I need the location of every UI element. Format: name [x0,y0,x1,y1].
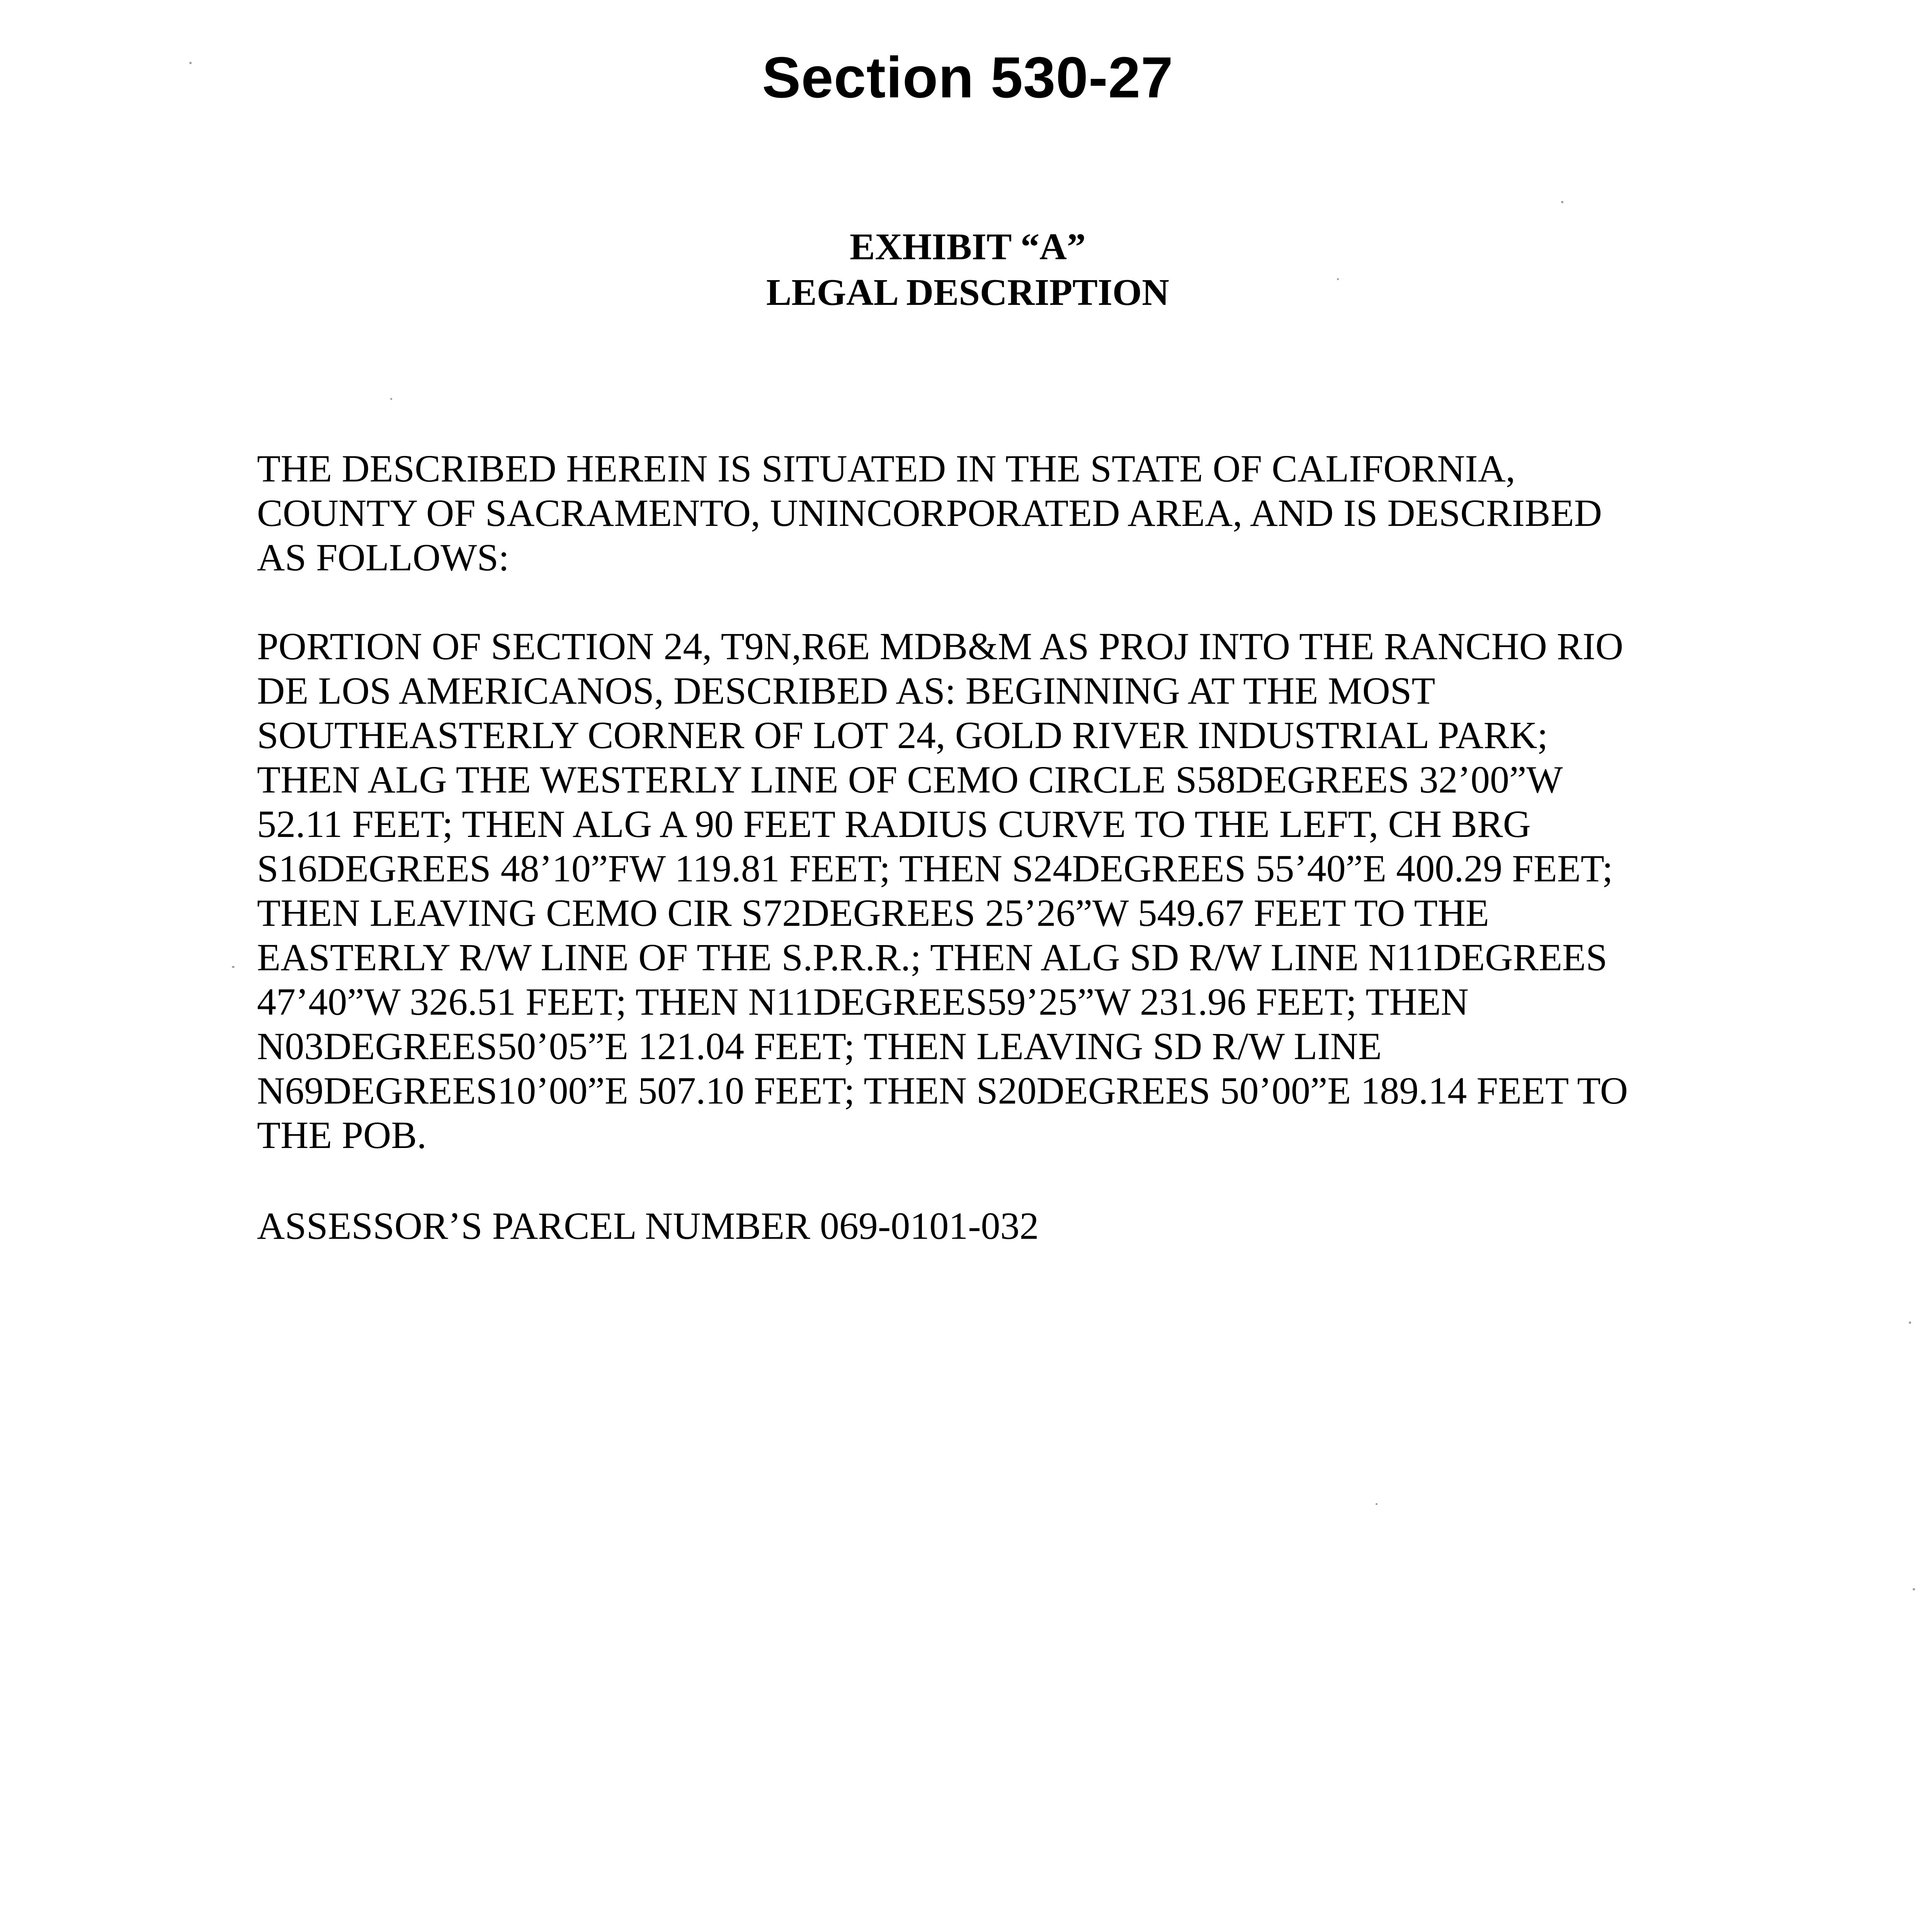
intro-line: AS FOLLOWS: [257,536,509,579]
scan-speck [1376,1503,1378,1505]
description-line: PORTION OF SECTION 24, T9N,R6E MDB&M AS PROJ INTO THE RANCHO RIO [257,625,1624,668]
scan-speck [1909,1321,1911,1324]
intro-paragraph [257,446,1725,580]
scan-speck [1561,201,1563,203]
description-line: SOUTHEASTERLY CORNER OF LOT 24, GOLD RIVER INDUSTRIAL PARK; [257,714,1548,757]
description-line: N03DEGREES50’05”E 121.04 FEET; THEN LEAVING SD R/W LINE [257,1025,1382,1068]
scan-speck [1337,278,1339,280]
description-line: THEN LEAVING CEMO CIR S72DEGREES 25’26”W 549.67 FEET TO THE [257,891,1489,934]
intro-line: COUNTY OF SACRAMENTO, UNINCORPORATED AREA, AND IS DESCRIBED [257,492,1602,534]
description-line: DE LOS AMERICANOS, DESCRIBED AS: BEGINNING AT THE MOST [257,669,1435,712]
scan-speck [1913,1588,1915,1590]
exhibit-heading [0,224,1932,315]
exhibit-title: EXHIBIT “A” [850,226,1086,268]
description-line: EASTERLY R/W LINE OF THE S.P.R.R.; THEN ALG SD R/W LINE N11DEGREES [257,936,1607,979]
parcel-number-paragraph [257,1204,1725,1248]
section-title: Section 530-27 [762,45,1173,110]
description-line: 52.11 FEET; THEN ALG A 90 FEET RADIUS CURVE TO THE LEFT, CH BRG [257,803,1531,845]
scan-speck [189,62,192,64]
description-line: N69DEGREES10’00”E 507.10 FEET; THEN S20DEGREES 50’00”E 189.14 FEET TO [257,1069,1628,1112]
description-line: 47’40”W 326.51 FEET; THEN N11DEGREES59’25”W 231.96 FEET; THEN [257,980,1469,1023]
exhibit-subtitle: LEGAL DESCRIPTION [766,272,1169,313]
intro-line: THE DESCRIBED HEREIN IS SITUATED IN THE STATE OF CALIFORNIA, [257,447,1515,490]
parcel-number: ASSESSOR’S PARCEL NUMBER 069-0101-032 [257,1204,1039,1247]
description-line: THEN ALG THE WESTERLY LINE OF CEMO CIRCLE S58DEGREES 32’00”W [257,758,1563,801]
description-line: S16DEGREES 48’10”FW 119.81 FEET; THEN S24DEGREES 55’40”E 400.29 FEET; [257,847,1613,890]
description-line: THE POB. [257,1114,427,1156]
legal-description-paragraph [257,624,1725,1157]
scan-speck [232,966,235,968]
scan-speck [390,398,392,400]
